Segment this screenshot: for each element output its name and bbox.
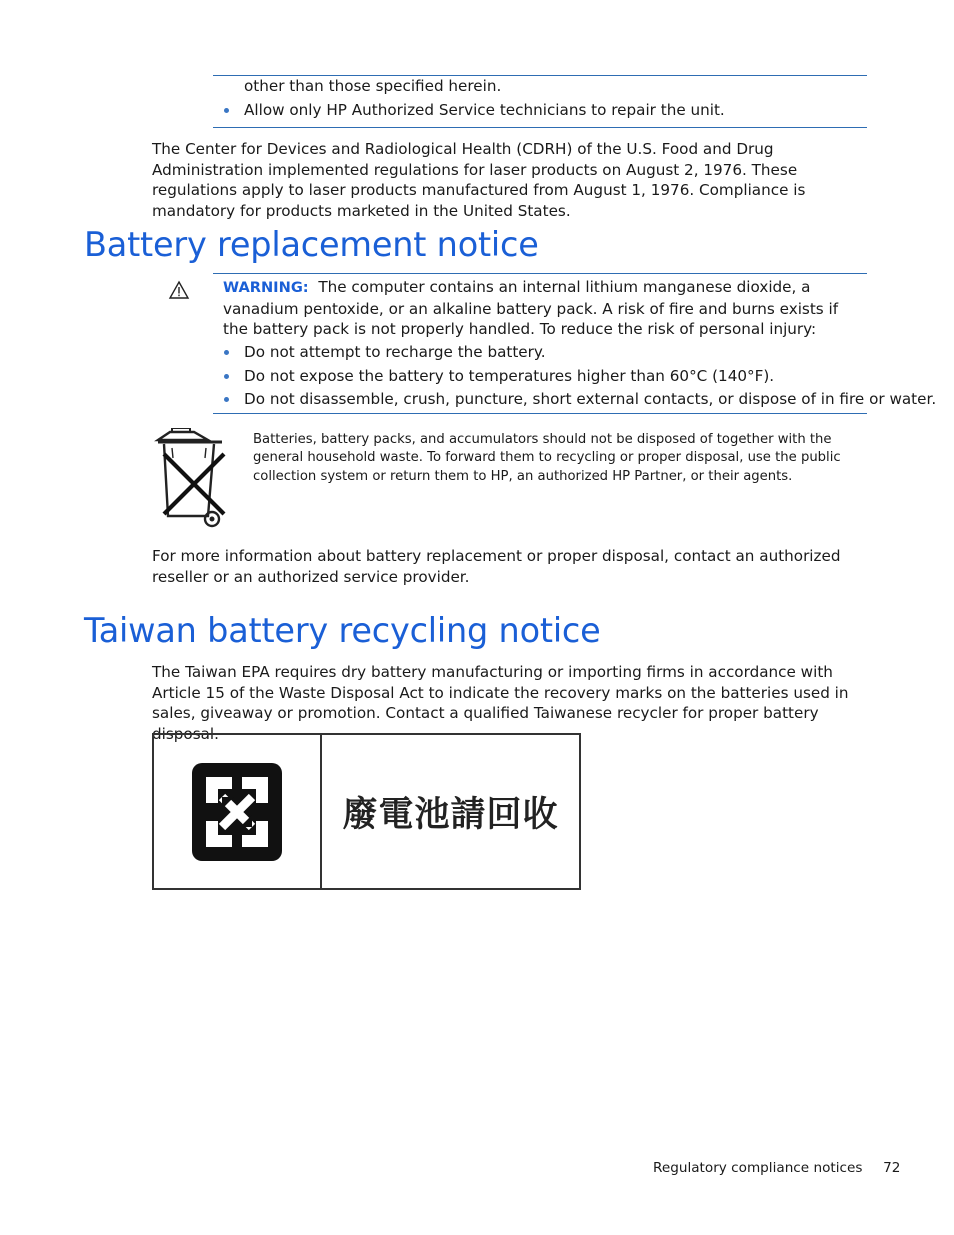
recycle-label: 廢電池請回收: [342, 794, 559, 835]
top-box-continuation: other than those specified herein.: [244, 77, 502, 95]
warning-label: WARNING:: [223, 279, 309, 296]
footer-page-number: 72: [883, 1160, 901, 1176]
disposal-note: Batteries, battery packs, and accumulators should not be disposed of together with the general household waste. To forward them to recycling or proper disposal, use the public collection system or return them to HP, an authorized HP Partner, or their agents.: [253, 432, 841, 484]
warning-text: The computer contains an internal lithium manganese dioxide, a vanadium pentoxide, or an alkaline battery pack. A risk of fire and burns exists if the battery pack is not properly handled. To reduce the risk of personal injury:: [223, 278, 839, 339]
warning-block: [223, 277, 863, 340]
recycle-mark-cell: [154, 735, 322, 888]
warning-rule-top: [213, 273, 867, 274]
bullet-marker: [224, 350, 229, 355]
bullet-marker: [224, 397, 229, 402]
crossed-bin-icon: [150, 428, 232, 528]
battery-heading: Battery replacement notice: [84, 225, 539, 264]
recycle-mark-table: [152, 733, 581, 890]
bullet-marker: [224, 108, 229, 113]
cdrh-paragraph: The Center for Devices and Radiological Health (CDRH) of the U.S. Food and Drug Administration implemented regulations for laser products on August 2, 1976. These regulations apply to laser products manufactured from August 1, 1976. Compliance is mandatory for products marketed in the United States.: [152, 140, 806, 220]
more-info-paragraph: For more information about battery replacement or proper disposal, contact an authorized reseller or an authorized service provider.: [152, 547, 841, 586]
top-box-bullet: Allow only HP Authorized Service technicians to repair the unit.: [244, 101, 725, 119]
recycle-arrows-icon: [192, 763, 282, 861]
taiwan-heading: Taiwan battery recycling notice: [84, 611, 601, 650]
warning-bullet-3: Do not disassemble, crush, puncture, short external contacts, or dispose of in fire or water.: [244, 390, 937, 408]
warning-bullet-2: Do not expose the battery to temperatures higher than 60°C (140°F).: [244, 367, 775, 385]
warning-rule-bottom: [213, 413, 867, 414]
bullet-marker: [224, 374, 229, 379]
footer: [653, 1159, 900, 1177]
top-box-rule-bottom: [213, 127, 867, 128]
warning-bullet-1: Do not attempt to recharge the battery.: [244, 343, 546, 361]
recycle-label-cell: [322, 735, 579, 888]
warning-icon: [168, 280, 190, 300]
taiwan-paragraph: The Taiwan EPA requires dry battery manufacturing or importing firms in accordance with Article 15 of the Waste Disposal Act to indicate the recovery marks on the batteries used in sales, giveaway or promotion. Contact a qualified Taiwanese recycler for proper battery disposal.: [152, 663, 849, 743]
footer-section: Regulatory compliance notices: [653, 1160, 863, 1176]
